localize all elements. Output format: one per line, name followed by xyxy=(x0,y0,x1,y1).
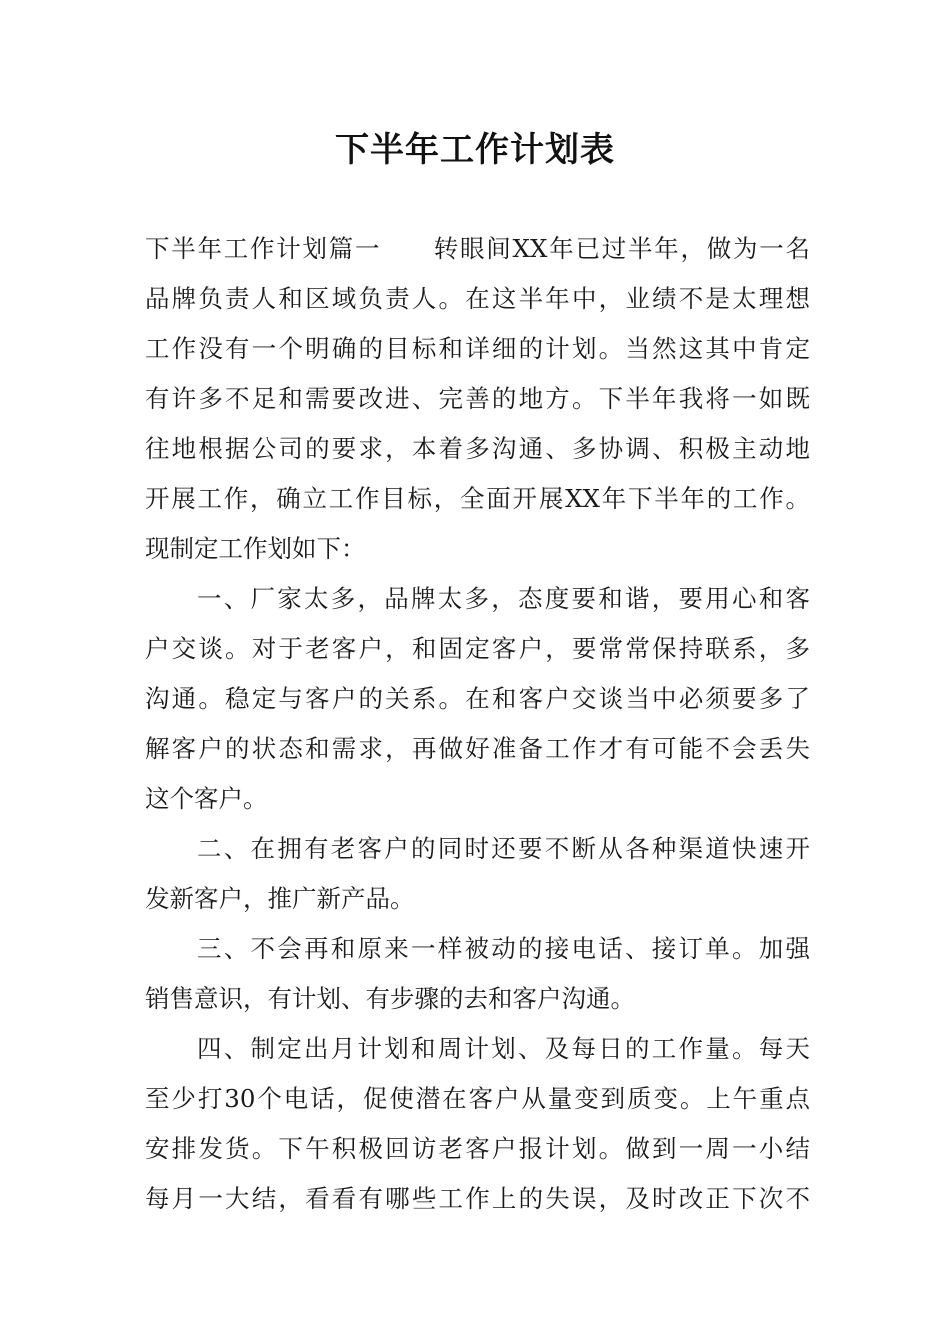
text-line: 每月一大结，看看有哪些工作上的失误，及时改正下次不 xyxy=(145,1184,810,1213)
text-line: 解客户的状态和需求，再做好准备工作才有可能不会丢失 xyxy=(145,734,810,763)
text-line: 二、在拥有老客户的同时还要不断从各种渠道快速开 xyxy=(197,834,810,863)
text-line: 下半年工作计划篇一 转眼间XX年已过半年，做为一名 xyxy=(145,234,810,263)
text-line: 户交谈。对于老客户，和固定客户，要常常保持联系，多 xyxy=(145,634,810,663)
document-title: 下半年工作计划表 xyxy=(335,130,615,170)
text-line: 现制定工作划如下： xyxy=(145,534,366,563)
text-line: 沟通。稳定与客户的关系。在和客户交谈当中必须要多了 xyxy=(145,684,810,713)
text-line: 四、制定出月计划和周计划、及每日的工作量。每天 xyxy=(197,1034,810,1063)
text-line: 往地根据公司的要求，本着多沟通、多协调、积极主动地 xyxy=(145,434,810,463)
text-line: 这个客户。 xyxy=(145,784,268,813)
document-body xyxy=(145,224,810,1224)
text-line: 至少打30个电话，促使潜在客户从量变到质变。上午重点 xyxy=(145,1084,810,1113)
text-line: 有许多不足和需要改进、完善的地方。下半年我将一如既 xyxy=(145,384,810,413)
text-line: 品牌负责人和区域负责人。在这半年中，业绩不是太理想 xyxy=(145,284,810,313)
text-line: 开展工作，确立工作目标，全面开展XX年下半年的工作。 xyxy=(145,484,810,513)
text-line: 发新客户，推广新产品。 xyxy=(145,884,415,913)
text-line: 工作没有一个明确的目标和详细的计划。当然这其中肯定 xyxy=(145,334,810,363)
text-line: 销售意识，有计划、有步骤的去和客户沟通。 xyxy=(145,984,635,1013)
text-line: 三、不会再和原来一样被动的接电话、接订单。加强 xyxy=(197,934,810,963)
text-line: 一、厂家太多，品牌太多，态度要和谐，要用心和客 xyxy=(197,584,810,613)
text-line: 安排发货。下午积极回访老客户报计划。做到一周一小结 xyxy=(145,1134,810,1163)
